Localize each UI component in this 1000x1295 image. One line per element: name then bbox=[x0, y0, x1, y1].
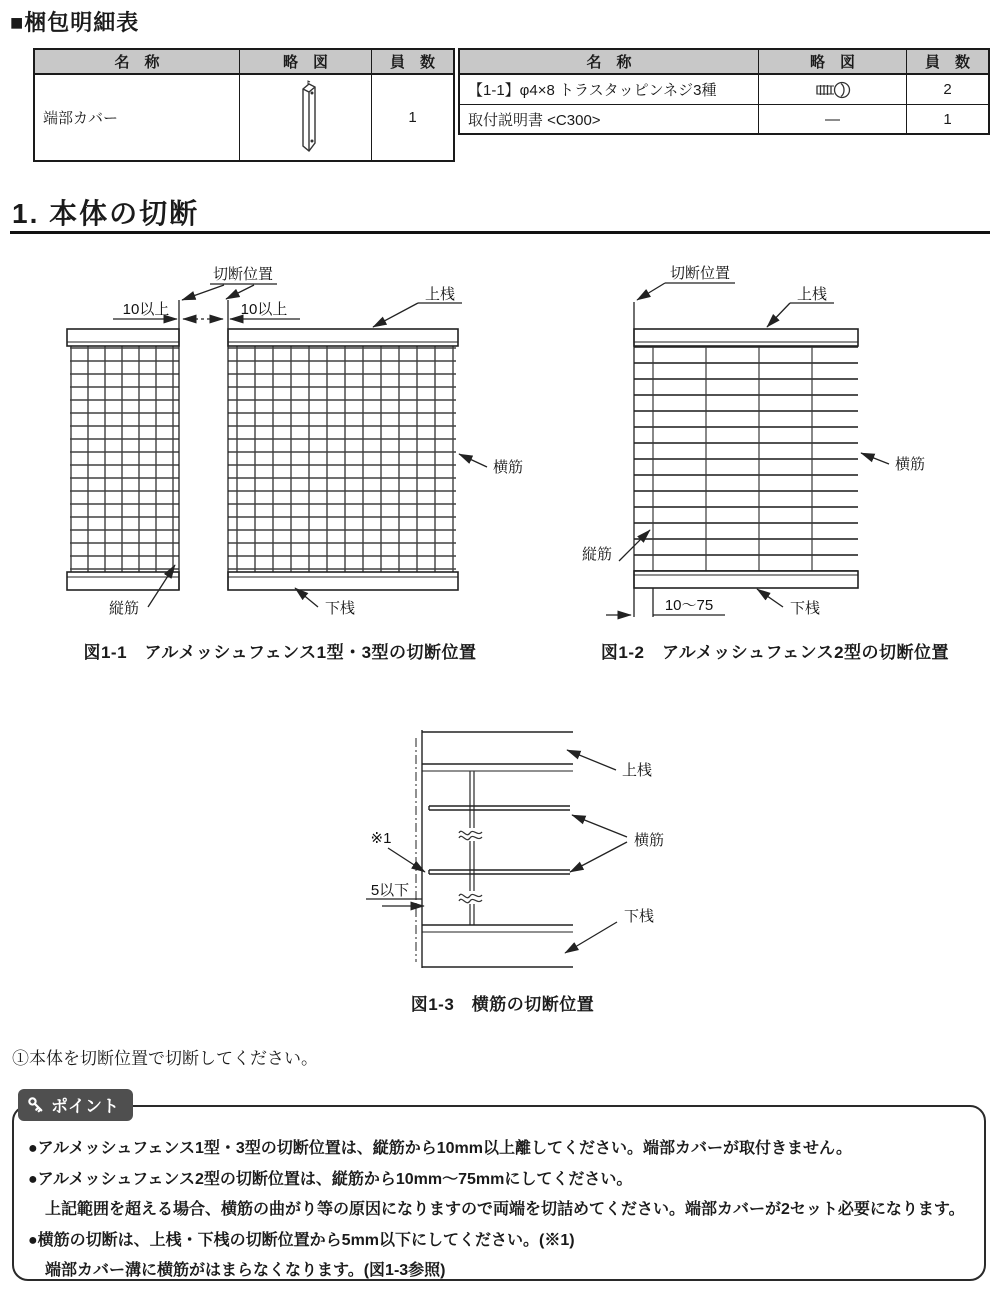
label-bottom-rail: 下桟 bbox=[324, 600, 356, 617]
top-rail bbox=[634, 329, 858, 346]
packing-table-right bbox=[458, 48, 990, 135]
label-dim-left: 10以上 bbox=[122, 301, 170, 318]
figure-1-1-caption: 図1-1 アルメッシュフェンス1型・3型の切断位置 bbox=[83, 643, 477, 662]
part-name: 取付説明書 <C300> bbox=[468, 111, 601, 129]
point-box bbox=[12, 1105, 986, 1281]
packing-table-left bbox=[33, 48, 455, 162]
part-qty: 2 bbox=[906, 75, 988, 105]
cut-lines bbox=[179, 300, 228, 590]
label-cut-position: 切断位置 bbox=[212, 266, 274, 283]
top-rail bbox=[67, 329, 458, 346]
point-item-continued: 上記範囲を超える場合、横筋の曲がり等の原因になりますので両端を切詰めてください。端部カバーが2セット必要になります。 bbox=[45, 1201, 965, 1218]
part-name: 【1-1】φ4×8 トラスタッピンネジ3種 bbox=[460, 75, 758, 105]
bottom-rail bbox=[422, 925, 573, 967]
part-sketch-cell bbox=[239, 75, 371, 160]
top-rail bbox=[422, 732, 573, 771]
label-horizontal-bar: 横筋 bbox=[894, 456, 926, 473]
figure-1-3 bbox=[330, 722, 675, 982]
label-bottom-rail: 下桟 bbox=[623, 908, 655, 925]
part-qty: 1 bbox=[906, 105, 988, 133]
end-cover-icon bbox=[288, 79, 324, 157]
part-qty: 1 bbox=[371, 75, 453, 160]
label-vertical-bar: 縦筋 bbox=[108, 600, 140, 617]
col-header-sketch: 略 図 bbox=[239, 50, 371, 75]
col-header-qty: 員 数 bbox=[906, 50, 988, 75]
label-horizontal-bar: 横筋 bbox=[492, 459, 524, 476]
bottom-rail bbox=[67, 572, 458, 590]
figure-1-3-caption: 図1-3 横筋の切断位置 bbox=[410, 995, 595, 1014]
label-dim: 5以下 bbox=[370, 882, 410, 899]
col-header-sketch: 略 図 bbox=[758, 50, 906, 75]
label-cut-position: 切断位置 bbox=[669, 265, 731, 282]
point-badge bbox=[18, 1089, 133, 1121]
right-panel-mesh bbox=[228, 346, 456, 572]
label-horizontal-bar: 横筋 bbox=[633, 832, 665, 849]
part-sketch-dash: — bbox=[758, 105, 906, 133]
packing-list-title: ■梱包明細表 bbox=[10, 10, 140, 35]
label-dim-right: 10以上 bbox=[240, 301, 288, 318]
col-header-name: 名 称 bbox=[35, 50, 239, 75]
bottom-rail bbox=[634, 571, 858, 588]
horizontal-bars bbox=[429, 806, 570, 874]
label-bottom-rail: 下桟 bbox=[789, 600, 821, 617]
point-item-continued: 端部カバー溝に横筋がはまらなくなります。(図1-3参照) bbox=[45, 1262, 446, 1279]
col-header-name: 名 称 bbox=[460, 50, 758, 75]
left-panel-mesh bbox=[70, 346, 179, 572]
figure-1-2 bbox=[570, 255, 1000, 630]
label-vertical-bar: 縦筋 bbox=[581, 546, 613, 563]
horizontal-bars bbox=[634, 347, 858, 571]
part-name: 端部カバー bbox=[43, 110, 119, 127]
point-item: ●横筋の切断は、上桟・下桟の切断位置から5mm以下にしてください。(※1) bbox=[28, 1231, 575, 1249]
panel-edge bbox=[416, 730, 422, 968]
figure-1-1 bbox=[58, 255, 543, 630]
col-header-qty: 員 数 bbox=[371, 50, 453, 75]
label-top-rail: 上桟 bbox=[424, 286, 456, 303]
break-symbols bbox=[459, 828, 483, 904]
point-item: ●アルメッシュフェンス1型・3型の切断位置は、縦筋から10mm以上離してください。端部カバーが取付きません。 bbox=[28, 1140, 852, 1157]
tapping-screw-icon bbox=[809, 80, 857, 100]
step-1-instruction: ①本体を切断位置で切断してください。 bbox=[12, 1049, 318, 1068]
annotations bbox=[366, 750, 627, 953]
label-top-rail: 上桟 bbox=[621, 762, 653, 779]
point-badge-label: ポイント bbox=[51, 1097, 119, 1116]
section-rule bbox=[10, 231, 990, 234]
key-icon bbox=[26, 1095, 46, 1115]
part-sketch-cell bbox=[758, 75, 906, 105]
label-top-rail: 上桟 bbox=[796, 286, 828, 303]
section-title: 1. 本体の切断 bbox=[12, 198, 200, 229]
label-note-ref: ※1 bbox=[370, 830, 392, 847]
figure-1-2-caption: 図1-2 アルメッシュフェンス2型の切断位置 bbox=[600, 643, 950, 662]
label-dim: 10～75 bbox=[664, 597, 714, 614]
point-item: ●アルメッシュフェンス2型の切断位置は、縦筋から10mm～75mmにしてください。 bbox=[28, 1170, 633, 1188]
